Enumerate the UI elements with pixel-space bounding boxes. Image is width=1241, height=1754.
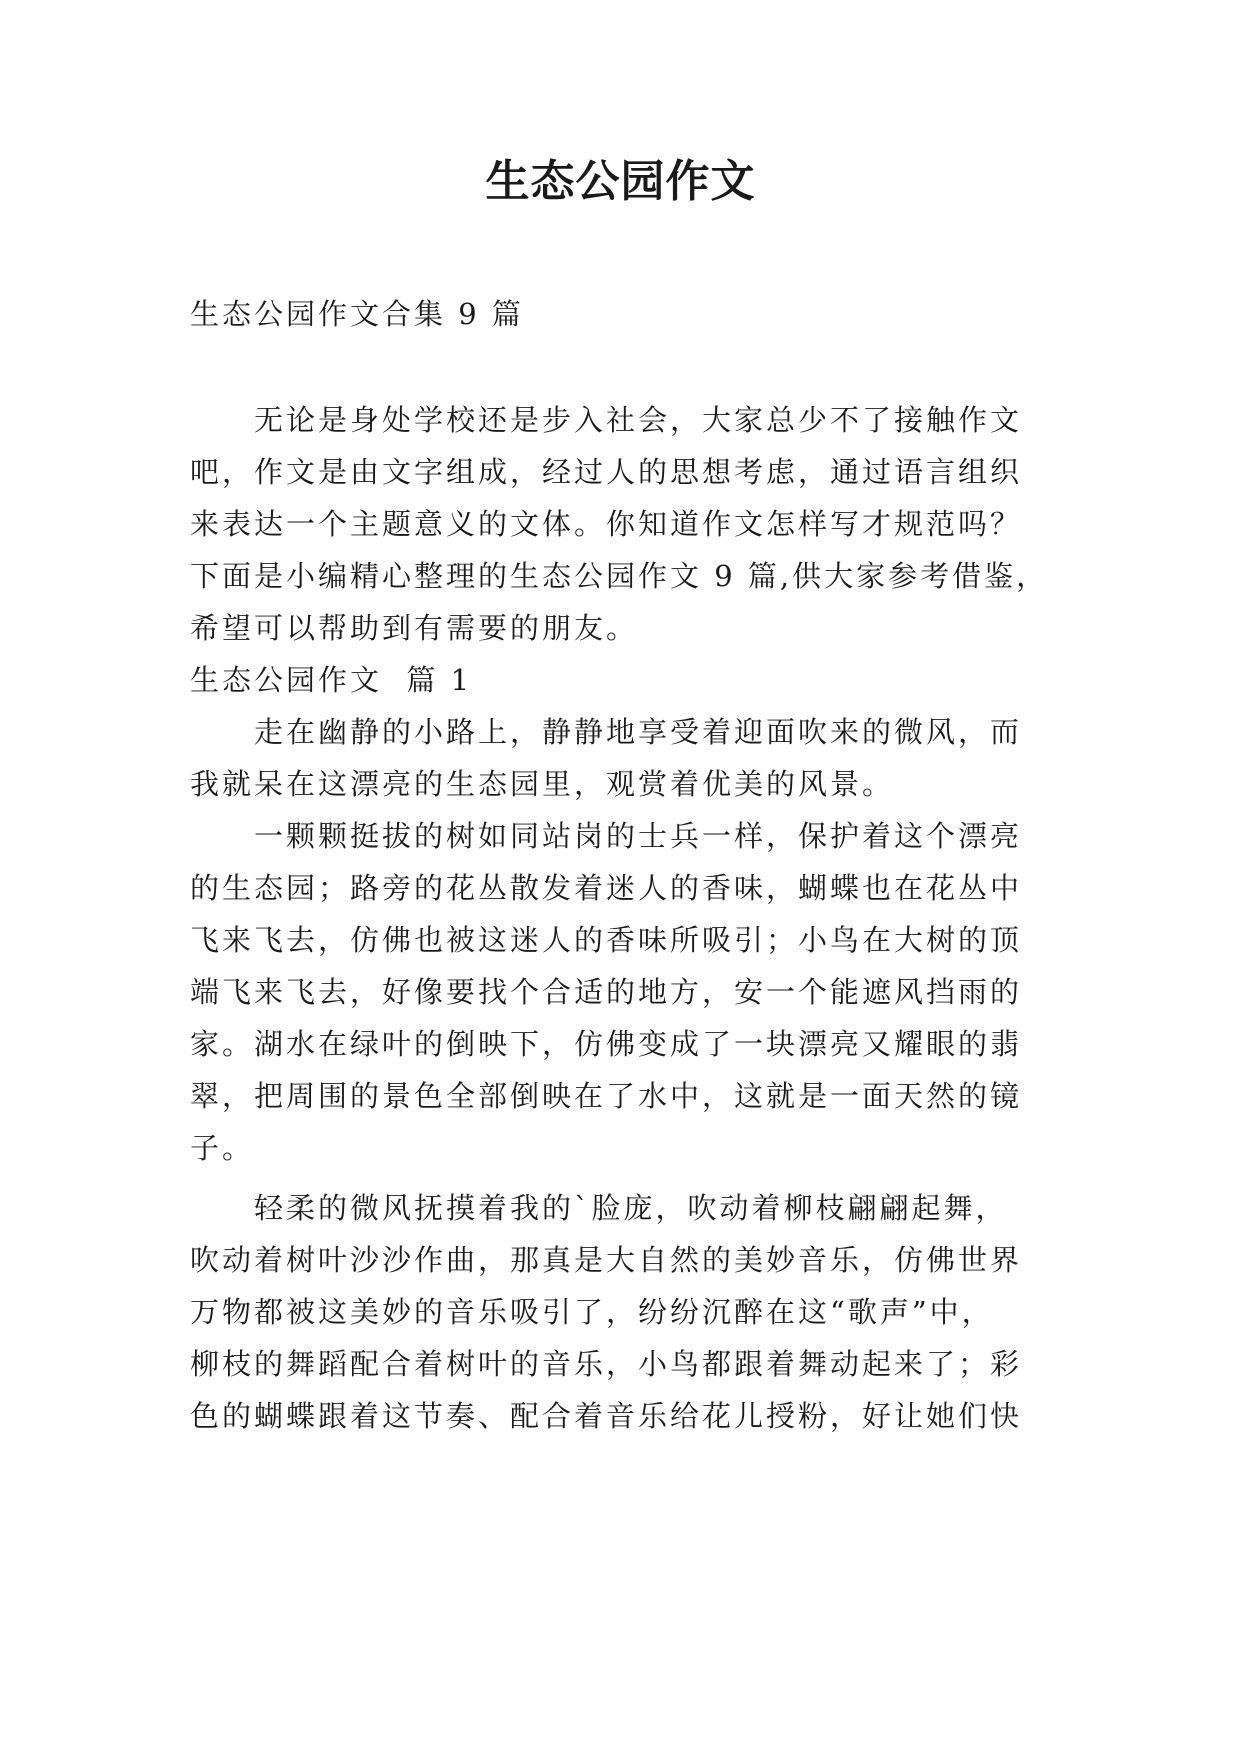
intro-line: 下面是小编精心整理的生态公园作文 9 篇,供大家参考借鉴， (190, 559, 1049, 593)
intro-line: 希望可以帮助到有需要的朋友。 (190, 611, 639, 645)
paragraph-line: 色的蝴蝶跟着这节奏、配合着音乐给花儿授粉，好让她们快 (190, 1399, 1023, 1433)
paragraph-line: 端飞来飞去，好像要找个合适的地方，安一个能遮风挡雨的 (190, 975, 1023, 1009)
paragraph-line: 翠，把周围的景色全部倒映在了水中，这就是一面天然的镜 (190, 1079, 1023, 1113)
intro-line: 无论是身处学校还是步入社会，大家总少不了接触作文 (254, 403, 1023, 437)
paragraph-line: 家。湖水在绿叶的倒映下，仿佛变成了一块漂亮又耀眼的翡 (190, 1027, 1023, 1061)
intro-line: 来表达一个主题意义的文体。你知道作文怎样写才规范吗？ (190, 507, 1023, 541)
paragraph-line: 轻柔的微风抚摸着我的`脸庞，吹动着柳枝翩翩起舞， (254, 1191, 1008, 1225)
paragraph-line: 我就呆在这漂亮的生态园里，观赏着优美的风景。 (190, 767, 895, 801)
paragraph-line: 子。 (190, 1131, 255, 1165)
paragraph-1 (190, 706, 1055, 810)
intro-paragraph (190, 394, 1055, 654)
document-body (190, 288, 1055, 1442)
intro-line: 吧，作文是由文字组成，经过人的思想考虑，通过语言组织 (190, 455, 1023, 489)
paragraph-line: 吹动着树叶沙沙作曲，那真是大自然的美妙音乐，仿佛世界 (190, 1243, 1023, 1277)
paragraph-line: 一颗颗挺拔的树如同站岗的士兵一样，保护着这个漂亮 (254, 819, 1023, 853)
collection-subtitle: 生态公园作文合集 9 篇 (190, 297, 524, 331)
paragraph-line: 柳枝的舞蹈配合着树叶的音乐，小鸟都跟着舞动起来了；彩 (190, 1347, 1023, 1381)
paragraph-line: 的生态园；路旁的花丛散发着迷人的香味，蝴蝶也在花丛中 (190, 871, 1023, 905)
section-heading: 生态公园作文 篇 1 (190, 663, 473, 697)
paragraph-3 (190, 1182, 1055, 1442)
paragraph-2 (190, 810, 1055, 1174)
paragraph-line: 走在幽静的小路上，静静地享受着迎面吹来的微风，而 (254, 715, 1023, 749)
document-title: 生态公园作文 (485, 156, 756, 207)
paragraph-line: 飞来飞去，仿佛也被这迷人的香味所吸引；小鸟在大树的顶 (190, 923, 1023, 957)
paragraph-line: 万物都被这美妙的音乐吸引了，纷纷沉醉在这“歌声”中， (190, 1295, 994, 1329)
